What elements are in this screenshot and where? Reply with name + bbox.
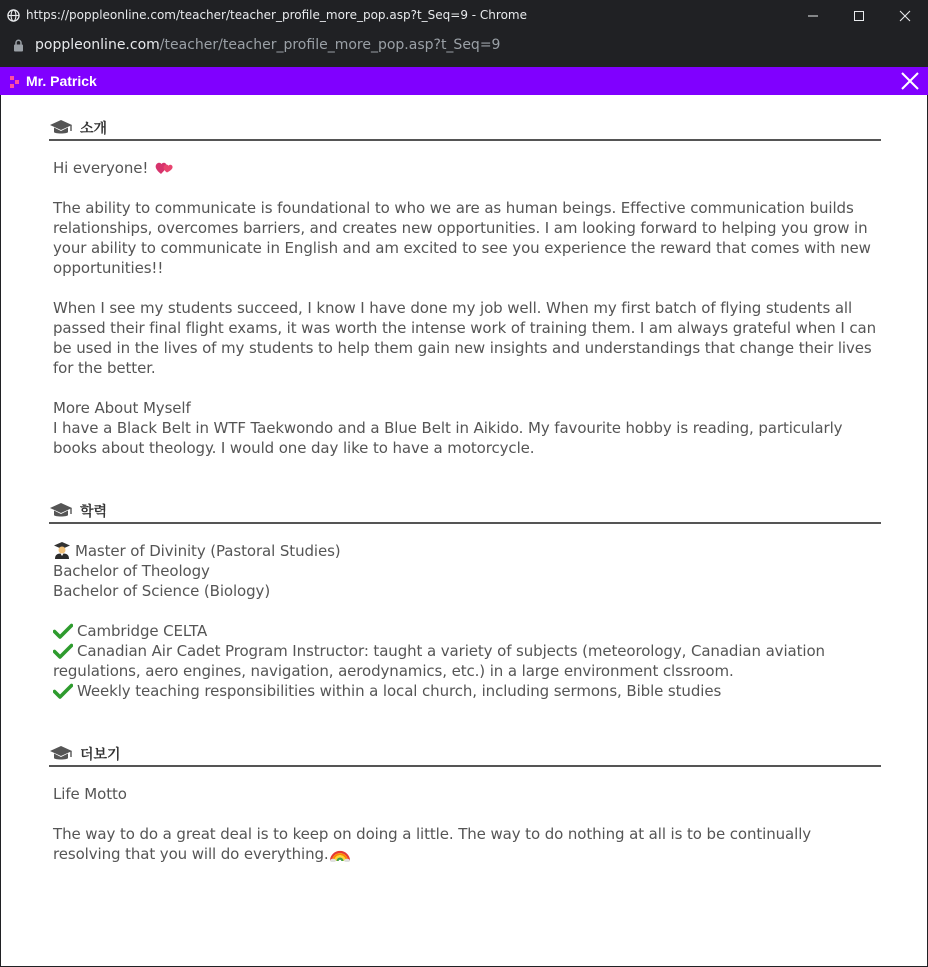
intro-p3-line: books about theology. I would one day like to have a motorcycle. xyxy=(53,439,535,457)
check-item-text: Canadian Air Cadet Program Instructor: taught a variety of subjects (meteorology, Canadian aviation xyxy=(77,642,825,660)
graduation-cap-icon xyxy=(49,502,73,520)
check-item-text: Weekly teaching responsibilities within a local church, including sermons, Bible studies xyxy=(77,682,722,700)
motto-title: Life Motto xyxy=(53,785,127,803)
popup-close-button[interactable] xyxy=(899,70,921,92)
check-mark-icon xyxy=(53,643,73,659)
intro-heading-label: 소개 xyxy=(80,121,108,137)
address-bar[interactable] xyxy=(0,32,928,59)
popple-logo-icon xyxy=(10,76,20,88)
minimize-icon xyxy=(807,10,819,22)
intro-p1-line: your ability to communicate in English and am excited to see you experience the reward that comes with new xyxy=(53,239,871,257)
heart-emoji-icon xyxy=(154,160,174,176)
degree-text: Master of Divinity (Pastoral Studies) xyxy=(75,542,341,560)
intro-p2-line: When I see my students succeed, I know I have done my job well. When my first batch of flying students all xyxy=(53,299,853,317)
education-heading-label: 학력 xyxy=(80,504,108,520)
maximize-button[interactable] xyxy=(836,0,882,32)
greeting-line xyxy=(53,158,873,178)
teacher-name: Mr. Patrick xyxy=(26,73,97,89)
url-text[interactable] xyxy=(35,37,500,53)
graduation-cap-icon xyxy=(49,745,73,763)
lock-icon xyxy=(13,39,24,52)
check-item xyxy=(53,621,873,641)
browser-title-bar xyxy=(0,0,928,32)
check-item xyxy=(53,641,873,661)
profile-content xyxy=(1,95,927,966)
url-path: /teacher/teacher_profile_more_pop.asp?t_Seq=9 xyxy=(159,37,501,53)
degree-line: Bachelor of Science (Biology) xyxy=(53,582,271,600)
window-close-button[interactable] xyxy=(882,0,928,32)
education-text xyxy=(53,541,873,701)
motto-line xyxy=(53,844,873,864)
check-mark-icon xyxy=(53,623,73,639)
more-heading-label: 더보기 xyxy=(80,747,121,763)
check-item-text: Cambridge CELTA xyxy=(77,622,208,640)
check-item-continued: regulations, aero engines, navigation, aerodynamics, etc.) in a large environment clssroom. xyxy=(53,662,734,680)
motto-line: The way to do a great deal is to keep on doing a little. The way to do nothing at all is to be continually xyxy=(53,825,812,843)
intro-p2-line: be used in the lives of my students to help them gain new insights and understandings that change their lives xyxy=(53,339,872,357)
more-about-title: More About Myself xyxy=(53,399,191,417)
more-text xyxy=(53,784,873,864)
browser-divider xyxy=(0,59,928,67)
intro-text xyxy=(53,158,876,458)
globe-icon xyxy=(7,9,20,22)
degree-line xyxy=(53,541,873,561)
section-intro-heading xyxy=(49,117,881,141)
check-item xyxy=(53,681,873,701)
popup-header xyxy=(0,67,928,95)
url-host: poppleonline.com xyxy=(35,37,160,53)
intro-p1-line: The ability to communicate is foundational to who we are as human beings. Effective communication builds xyxy=(53,199,854,217)
intro-p3-line: I have a Black Belt in WTF Taekwondo and a Blue Belt in Aikido. My favourite hobby is reading, particularly xyxy=(53,419,843,437)
graduation-cap-icon xyxy=(49,119,73,137)
rainbow-emoji-icon xyxy=(330,846,350,862)
section-education-heading xyxy=(49,500,881,524)
intro-p1-line: relationships, overcomes barriers, and creates new opportunities. I am looking forward to helping you grow in xyxy=(53,219,868,237)
window-title: https://poppleonline.com/teacher/teacher_profile_more_pop.asp?t_Seq=9 - Chrome xyxy=(26,8,527,22)
check-mark-icon xyxy=(53,683,73,699)
maximize-icon xyxy=(853,10,865,22)
section-more-heading xyxy=(49,743,881,767)
degree-line: Bachelor of Theology xyxy=(53,562,210,580)
intro-p2-line: for the better. xyxy=(53,359,156,377)
close-icon xyxy=(899,10,911,22)
intro-p1-line: opportunities!! xyxy=(53,259,164,277)
greeting-text: Hi everyone! xyxy=(53,159,149,177)
motto-line-text: resolving that you will do everything. xyxy=(53,845,329,863)
intro-p2-line: passed their final flight exams, it was worth the intense work of training them. I am always grateful when I can xyxy=(53,319,876,337)
minimize-button[interactable] xyxy=(790,0,836,32)
graduate-emoji-icon xyxy=(53,541,71,559)
